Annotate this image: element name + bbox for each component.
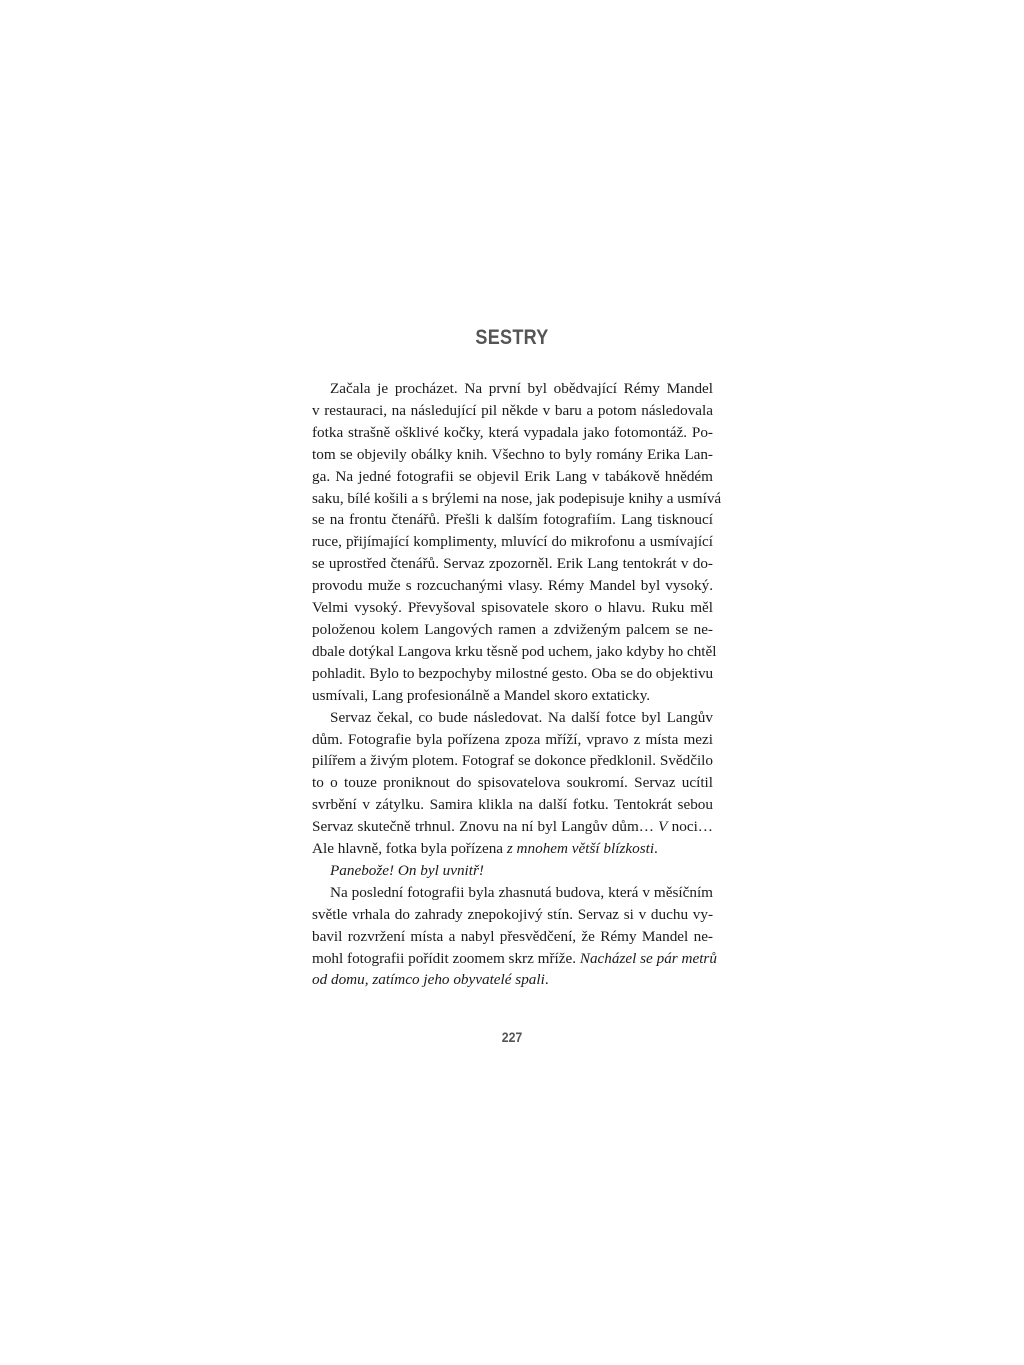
text-line	[312, 948, 717, 970]
text-run: .	[654, 840, 658, 858]
text-line	[312, 531, 713, 553]
text-line	[312, 816, 713, 838]
text-run: provodu muže s rozcuchanými vlasy. Rémy Mandel byl vysoký.	[312, 577, 713, 595]
text-line	[312, 597, 713, 619]
italic-text: Panebože! On byl uvnitř!	[330, 861, 484, 879]
text-line	[312, 422, 713, 444]
italic-text: od domu, zatímco jeho obyvatelé spali	[312, 971, 545, 989]
text-line	[312, 444, 713, 466]
text-run: bavil rozvržení místa a nabyl přesvědčení, že Rémy Mandel ne-	[312, 927, 713, 945]
text-line	[312, 378, 713, 400]
text-line	[312, 882, 713, 904]
text-run: dbale dotýkal Langova krku těsně pod uchem, jako kdyby ho chtěl	[312, 642, 717, 660]
text-run: tom se objevily obálky knih. Všechno to byly romány Erika Lan-	[312, 445, 713, 463]
text-run: ruce, přijímající komplimenty, mluvící do mikrofonu a usmívající	[312, 533, 713, 551]
text-line	[312, 400, 713, 422]
paragraph	[312, 860, 713, 882]
text-run: Začala je procházet. Na první byl obědvající Rémy Mandel	[330, 380, 713, 397]
text-run: usmívali, Lang profesionálně a Mandel skoro extaticky.	[312, 686, 651, 704]
text-run: pohladit. Bylo to bezpochyby milostné gesto. Oba se do objektivu	[312, 664, 714, 682]
text-run: to o touze proniknout do spisovatelova soukromí. Servaz ucítil	[312, 774, 713, 792]
text-line	[312, 641, 717, 663]
text-run: noci…	[667, 818, 713, 836]
page-number: 227	[501, 1029, 523, 1045]
text-run: se uprostřed čtenářů. Servaz zpozorněl. Erik Lang tentokrát v do-	[312, 555, 713, 573]
text-line	[312, 553, 713, 575]
paragraph	[312, 378, 722, 707]
text-line	[312, 794, 713, 816]
text-line	[312, 663, 713, 685]
text-line	[312, 488, 722, 510]
text-line	[312, 750, 713, 772]
text-run: fotka strašně ošklivé kočky, která vypadala jako fotomontáž. Po-	[312, 423, 713, 441]
text-line	[312, 466, 713, 488]
text-line	[312, 904, 713, 926]
italic-text: Nacházel se pár metrů	[579, 949, 717, 967]
text-line	[312, 729, 713, 751]
text-line	[312, 575, 713, 597]
text-run: ga. Na jedné fotografii se objevil Erik Lang v tabákově hnědém	[312, 467, 713, 485]
text-run: pilířem a živým plotem. Fotograf se dokonce předklonil. Svědčilo	[312, 752, 713, 770]
running-header: SESTRY	[475, 326, 549, 349]
paragraph	[312, 882, 717, 992]
text-run: Servaz skutečně trhnul. Znovu na ní byl Langův dům…	[312, 818, 659, 836]
text-run: v restauraci, na následující pil někde v baru a potom následovala	[312, 401, 713, 419]
text-run: se na frontu čtenářů. Přešli k dalším fotografiím. Lang tisknoucí	[312, 511, 713, 529]
text-run: .	[544, 971, 549, 989]
text-run: Ale hlavně, fotka byla pořízena	[312, 840, 507, 858]
text-line	[312, 860, 713, 882]
text-run: dům. Fotografie byla pořízena zpoza mříží, vpravo z místa mezi	[312, 730, 713, 748]
italic-text: V	[658, 818, 668, 836]
text-line	[312, 838, 713, 860]
text-line	[312, 772, 713, 794]
paragraph	[312, 707, 713, 860]
text-line	[312, 509, 713, 531]
body-text	[312, 378, 722, 991]
text-run: Servaz čekal, co bude následovat. Na další fotce byl Langův	[330, 708, 713, 726]
text-line	[312, 685, 713, 707]
text-run: světle vrhala do zahrady znepokojivý stín. Servaz si v duchu vy-	[312, 905, 713, 923]
text-line	[312, 707, 713, 729]
text-run: mohl fotografii pořídit zoomem skrz mříže.	[312, 949, 580, 967]
text-run: saku, bílé košili a s brýlemi na nose, jak podepisuje knihy a usmívá	[312, 489, 722, 507]
text-run: Na poslední fotografii byla zhasnutá budova, která v měsíčním	[330, 883, 713, 901]
text-line	[312, 619, 713, 641]
text-line	[312, 926, 713, 948]
italic-text: z mnohem větší blízkosti	[506, 840, 655, 858]
text-line	[312, 969, 713, 991]
text-run: Velmi vysoký. Převyšoval spisovatele skoro o hlavu. Ruku měl	[312, 599, 713, 617]
text-run: položenou kolem Langových ramen a zdviženým palcem se ne-	[312, 620, 713, 638]
text-run: svrbění v zátylku. Samira klikla na další fotku. Tentokrát sebou	[312, 796, 713, 814]
